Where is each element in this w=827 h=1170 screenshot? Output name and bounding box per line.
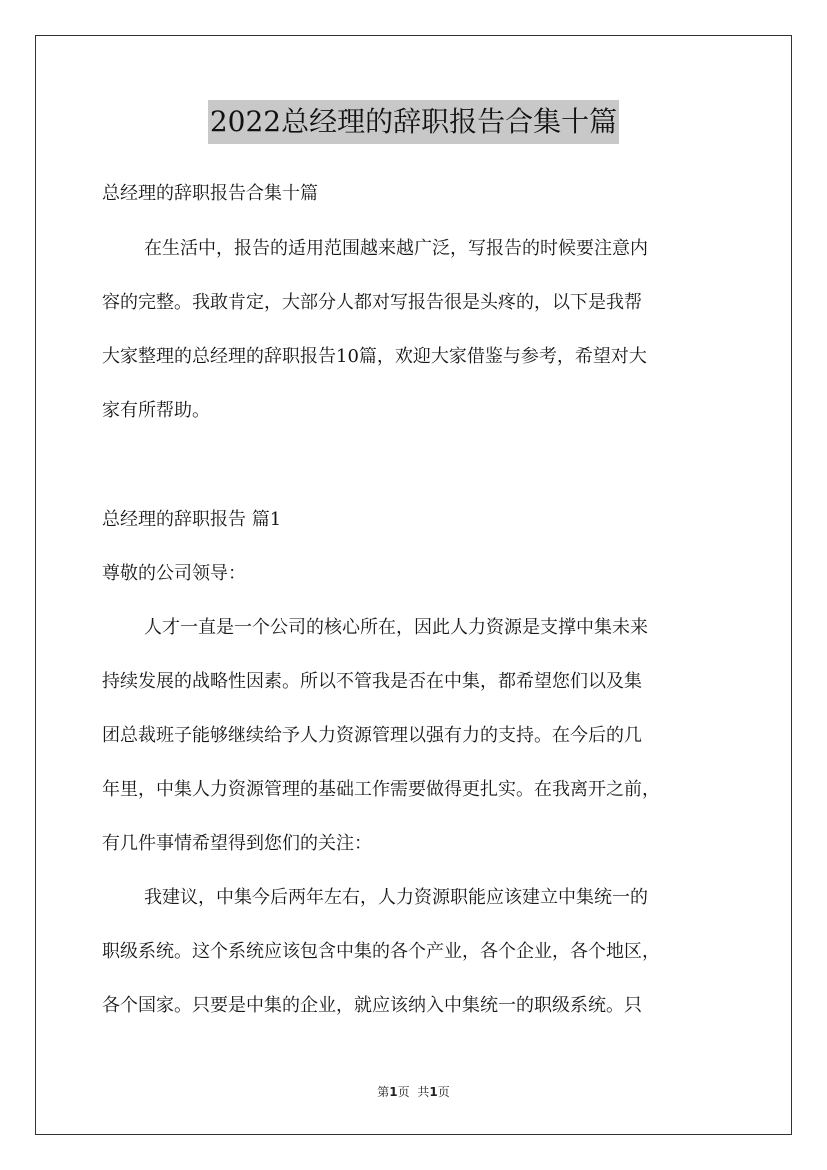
paragraph-line: 职级系统。这个系统应该包含中集的各个产业，各个企业，各个地区，: [102, 941, 660, 962]
paragraph-line: 团总裁班子能够继续给予人力资源管理以强有力的支持。在今后的几: [102, 725, 642, 746]
paragraph-line: 人才一直是一个公司的核心所在，因此人力资源是支撑中集未来: [144, 617, 648, 638]
page-prefix: 第: [377, 1085, 390, 1099]
intro-line: 家有所帮助。: [102, 400, 210, 421]
intro-line: 在生活中，报告的适用范围越来越广泛，写报告的时候要注意内: [144, 238, 648, 259]
intro-line: 大家整理的总经理的辞职报告10篇，欢迎大家借鉴与参考，希望对大: [102, 346, 647, 367]
document-title: 2022总经理的辞职报告合集十篇: [208, 100, 619, 144]
paragraph-line: 持续发展的战略性因素。所以不管我是否在中集，都希望您们以及集: [102, 671, 642, 692]
paragraph-line: 我建议，中集今后两年左右，人力资源职能应该建立中集统一的: [144, 887, 648, 908]
title-container: [0, 100, 827, 144]
page-suffix: 页: [397, 1085, 410, 1099]
section-heading: 总经理的辞职报告 篇1: [102, 509, 282, 530]
salutation: 尊敬的公司领导：: [102, 563, 246, 584]
page-footer: [0, 1083, 827, 1100]
page-number: 1: [389, 1085, 398, 1099]
total-pages: 1: [429, 1085, 438, 1099]
paragraph-line: 年里，中集人力资源管理的基础工作需要做得更扎实。在我离开之前，: [102, 779, 660, 800]
total-prefix: 共: [417, 1085, 430, 1099]
intro-line: 容的完整。我敢肯定，大部分人都对写报告很是头疼的，以下是我帮: [102, 292, 642, 313]
paragraph-line: 各个国家。只要是中集的企业，就应该纳入中集统一的职级系统。只: [102, 995, 642, 1016]
total-suffix: 页: [437, 1085, 450, 1099]
paragraph-line: 有几件事情希望得到您们的关注：: [102, 833, 372, 854]
subtitle-line: 总经理的辞职报告合集十篇: [102, 183, 318, 204]
